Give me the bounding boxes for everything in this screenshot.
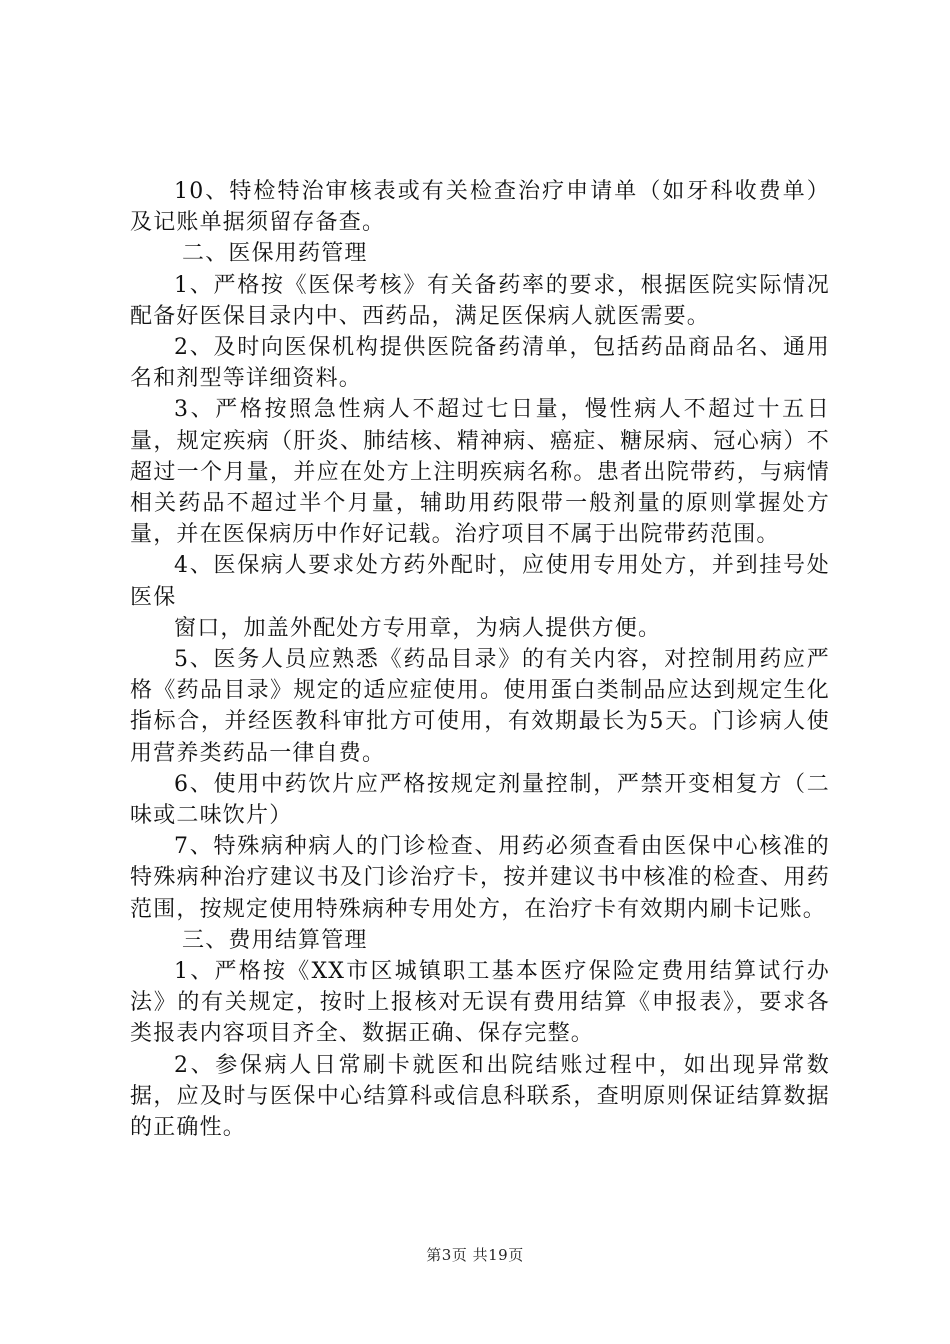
section-heading-drug-management: 二、医保用药管理 xyxy=(182,241,368,267)
paragraph-drug-3: 3、严格按照急性病人不超过七日量，慢性病人不超过十五日量，规定疾病（肝炎、肺结核、精神病、癌症、糖尿病、冠心病）不超过一个月量，并应在处方上注明疾病名称。患者出院带药，与病情相关药品不超过半个月量，辅助用药限带一般剂量的原则掌握处方量，并在医保病历中作好记载。治疗项目不属于出院带药范围。 xyxy=(130,397,830,548)
paragraph-drug-4-continued: 窗口，加盖外配处方专用章，为病人提供方便。 xyxy=(174,615,662,641)
paragraph-settlement-2: 2、参保病人日常刷卡就医和出院结账过程中，如出现异常数据，应及时与医保中心结算科或信息科联系，查明原则保证结算数据的正确性。 xyxy=(130,1052,830,1141)
paragraph-drug-5: 5、医务人员应熟悉《药品目录》的有关内容，对控制用药应严格《药品目录》规定的适应症使用。使用蛋白类制品应达到规定生化指标合，并经医教科审批方可使用，有效期最长为5天。门诊病人使用营养类药品一律自费。 xyxy=(130,647,830,766)
paragraph-drug-2: 2、及时向医保机构提供医院备药清单，包括药品商品名、通用名和剂型等详细资料。 xyxy=(130,335,830,392)
section-heading-settlement: 三、费用结算管理 xyxy=(182,927,368,953)
paragraph-item-10: 10、特检特治审核表或有关检查治疗申请单（如牙科收费单）及记账单据须留存备查。 xyxy=(130,179,830,236)
paragraph-drug-7: 7、特殊病种病人的门诊检查、用药必须查看由医保中心核准的特殊病种治疗建议书及门诊治疗卡，按并建议书中核准的检查、用药范围，按规定使用特殊病种专用处方，在治疗卡有效期内刷卡记账。 xyxy=(130,834,830,922)
paragraph-settlement-1: 1、严格按《XX市区城镇职工基本医疗保险定费用结算试行办法》的有关规定，按时上报核对无误有费用结算《申报表》，要求各类报表内容项目齐全、数据正确、保存完整。 xyxy=(130,959,830,1047)
paragraph-drug-1: 1、严格按《医保考核》有关备药率的要求，根据医院实际情况配备好医保目录内中、西药品，满足医保病人就医需要。 xyxy=(130,272,830,329)
paragraph-drug-4: 4、医保病人要求处方药外配时，应使用专用处方，并到挂号处医保 xyxy=(130,553,830,610)
page-number-footer: 第3页 共19页 xyxy=(426,1246,524,1264)
paragraph-drug-6: 6、使用中药饮片应严格按规定剂量控制，严禁开变相复方（二味或二味饮片） xyxy=(130,771,830,829)
document-body xyxy=(130,176,830,1143)
